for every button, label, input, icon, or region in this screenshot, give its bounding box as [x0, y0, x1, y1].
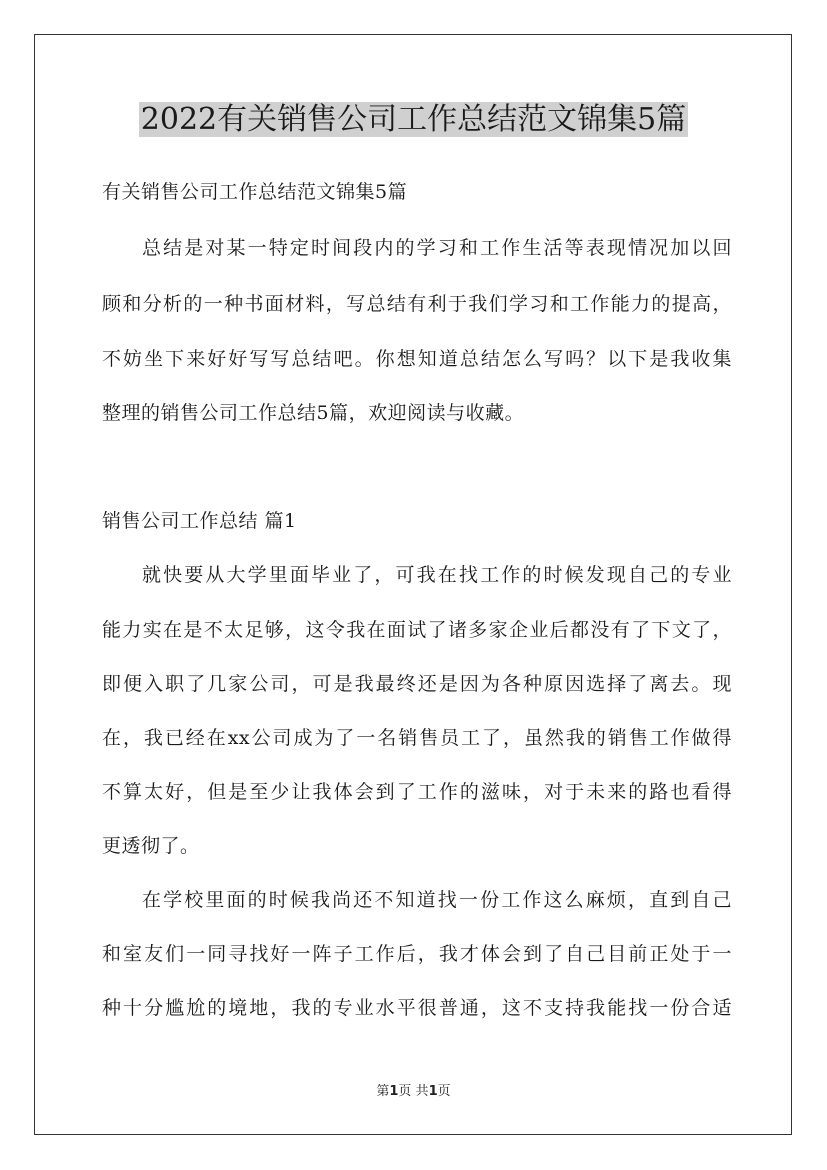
paragraph-line: 更透彻了。	[102, 835, 200, 857]
paragraph-line: 不算太好，但是至少让我体会到了工作的滋味，对于未来的路也看得	[102, 781, 732, 803]
paragraph-line: 在学校里面的时候我尚还不知道找一份工作这么麻烦，直到自己	[142, 889, 732, 911]
intro-line: 总结是对某一特定时间段内的学习和工作生活等表现情况加以回	[142, 237, 732, 259]
footer-page-mid: 页 共	[398, 1084, 429, 1099]
footer-page-suffix: 页	[437, 1084, 451, 1099]
paragraph-line: 种十分尴尬的境地，我的专业水平很普通，这不支持我能找一份合适	[102, 997, 732, 1019]
footer-current-page: 1	[389, 1084, 399, 1099]
paragraph-line: 和室友们一同寻找好一阵子工作后，我才体会到了自己目前正处于一	[102, 943, 732, 965]
paragraph-line: 在，我已经在xx公司成为了一名销售员工了，虽然我的销售工作做得	[102, 727, 732, 749]
footer-page-prefix: 第	[376, 1084, 390, 1099]
intro-line: 整理的销售公司工作总结5篇，欢迎阅读与收藏。	[102, 402, 525, 424]
paragraph-line: 即便入职了几家公司，可是我最终还是因为各种原因选择了离去。现	[102, 673, 732, 695]
intro-line: 顾和分析的一种书面材料，写总结有利于我们学习和工作能力的提高，	[102, 293, 732, 315]
intro-line: 不妨坐下来好好写写总结吧。你想知道总结怎么写吗？以下是我收集	[102, 348, 732, 370]
section-heading: 销售公司工作总结 篇1	[102, 510, 297, 532]
footer-total-pages: 1	[428, 1084, 438, 1099]
document-title	[0, 100, 827, 140]
paragraph-line: 就快要从大学里面毕业了，可我在找工作的时候发现自己的专业	[142, 564, 732, 586]
document-subtitle: 有关销售公司工作总结范文锦集5篇	[102, 181, 408, 203]
document-title-text: 2022有关销售公司工作总结范文锦集5篇	[140, 102, 687, 137]
page-footer	[0, 1083, 827, 1101]
paragraph-line: 能力实在是不太足够，这令我在面试了诸多家企业后都没有了下文了，	[102, 619, 732, 641]
